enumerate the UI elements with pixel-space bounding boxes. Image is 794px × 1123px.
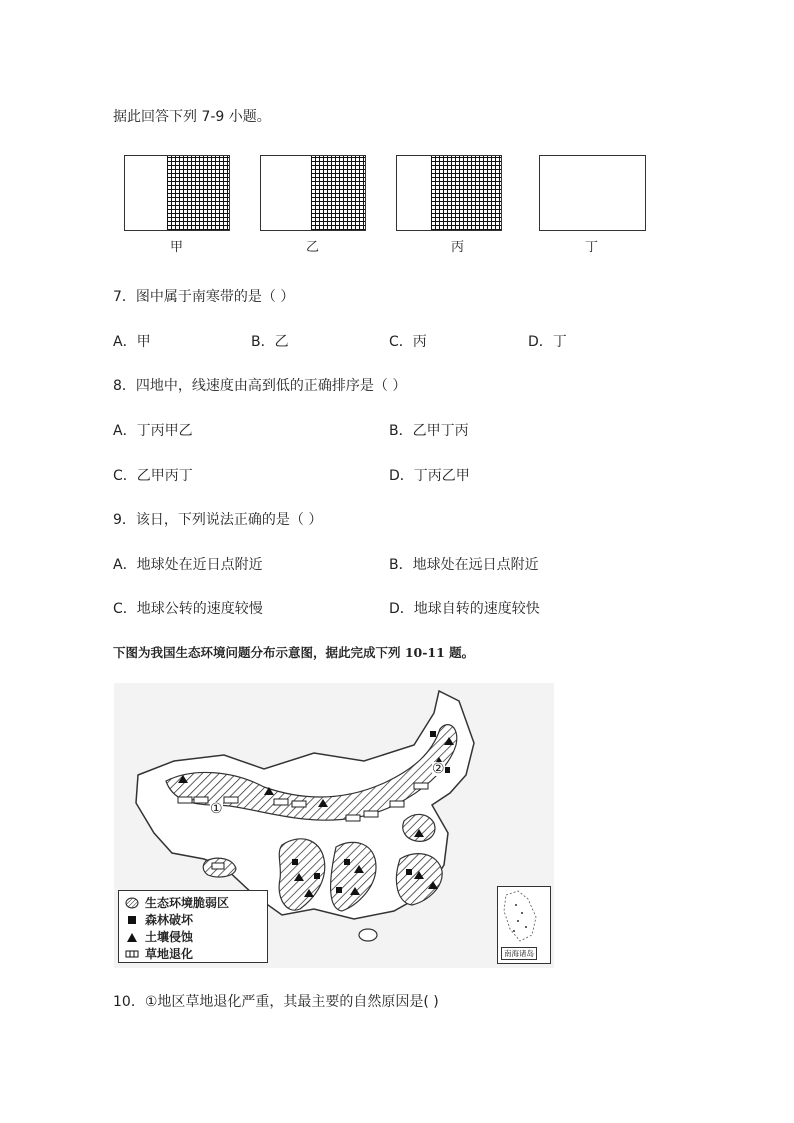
legend-soil — [125, 928, 193, 945]
box-ding — [539, 155, 646, 231]
caption-yi: 乙 — [306, 240, 320, 255]
fragile-zone-southeast — [396, 854, 442, 905]
q9-option-b: B．地球处在远日点附近 — [389, 557, 539, 573]
night-shading — [167, 156, 229, 230]
q9-option-d: D．地球自转的速度较快 — [389, 601, 540, 617]
question-9-stem: 9．该日，下列说法正确的是（ ） — [113, 512, 323, 528]
intro-text: 据此回答下列 7-9 小题。 — [113, 109, 271, 125]
q8-option-d: D．丁丙乙甲 — [389, 468, 470, 484]
caption-ding: 丁 — [585, 240, 599, 255]
inset-drawing — [498, 887, 550, 947]
q8-option-c: C．乙甲丙丁 — [113, 468, 193, 484]
question-10-stem: 10．①地区草地退化严重，其最主要的自然原因是( ) — [113, 994, 439, 1010]
south-china-sea-inset — [497, 886, 551, 964]
intro2-text: 下图为我国生态环境问题分布示意图，据此完成下列 10-11 题。 — [113, 645, 475, 660]
question-8-stem: 8．四地中，线速度由高到低的正确排序是（ ） — [113, 378, 407, 394]
map-legend — [118, 890, 268, 963]
box-jia — [124, 155, 230, 231]
legend-grassland — [125, 945, 193, 962]
q9-option-a: A．地球处在近日点附近 — [113, 557, 263, 573]
q9-option-c: C．地球公转的速度较慢 — [113, 601, 263, 617]
inset-label: 南海诸岛 — [501, 947, 537, 960]
eco-problem-map — [114, 683, 554, 968]
filled-triangle-icon — [125, 931, 139, 943]
box-yi — [260, 155, 366, 231]
filled-square-icon — [125, 914, 139, 926]
marker-1: ① — [210, 801, 223, 817]
legend-forest — [125, 911, 193, 928]
q8-option-b: B．乙甲丁丙 — [389, 423, 469, 439]
legend-label: 土壤侵蚀 — [145, 930, 194, 944]
legend-fragile — [125, 894, 229, 911]
q8-option-a: A．丁丙甲乙 — [113, 423, 193, 439]
question-7-stem: 7．图中属于南寒带的是（ ） — [113, 289, 295, 305]
legend-label: 森林破坏 — [145, 913, 194, 927]
hainan-island — [359, 929, 377, 941]
caption-jia: 甲 — [170, 240, 184, 255]
grid-rect-icon — [125, 948, 139, 960]
night-shading — [311, 156, 365, 230]
night-shading — [431, 156, 501, 230]
q7-option-b: B．乙 — [251, 334, 289, 350]
legend-label: 草地退化 — [145, 947, 194, 961]
caption-bing: 丙 — [451, 240, 465, 255]
legend-label: 生态环境脆弱区 — [145, 896, 230, 910]
marker-2: ② — [432, 761, 445, 777]
hatched-ellipse-icon — [125, 897, 139, 909]
q7-option-a: A．甲 — [113, 334, 151, 350]
fragile-zone-east — [403, 814, 435, 841]
q7-option-d: D．丁 — [528, 334, 567, 350]
q7-option-c: C．丙 — [389, 334, 427, 350]
box-bing — [396, 155, 502, 231]
